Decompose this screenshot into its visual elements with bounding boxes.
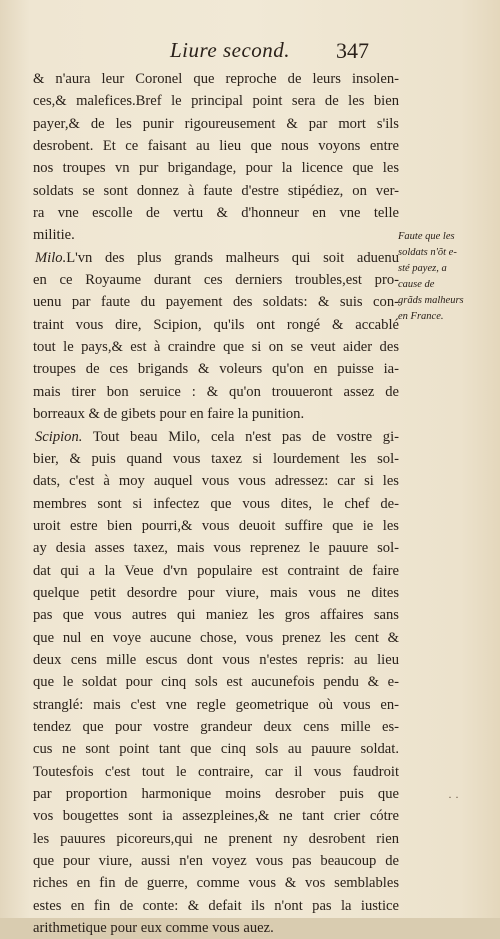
speech-text: Tout beau Milo, cela n'est pas de vostre gi- xyxy=(92,428,399,445)
text-line: payer,& de les punir rigoureusement & par mort s'ils xyxy=(33,115,399,132)
main-text-block xyxy=(33,68,399,939)
text-line: & n'aura leur Coronel que reproche de leurs insolen- xyxy=(33,71,399,87)
text-line: bier, & puis quand vous taxez si lourdement les sol- xyxy=(33,450,399,467)
text-line: tendez que pour vostre grandeur deux cens mille es- xyxy=(33,718,399,735)
text-line: ces,& malefices.Bref le principal point sera de les bien xyxy=(33,93,399,110)
text-line: vos bougettes sont ia assezpleines,& ne tant crier cótre xyxy=(33,808,399,825)
blank-bottom-margin xyxy=(0,818,500,918)
text-line: pas que vous autres qui maniez les gros affaires sans xyxy=(33,607,399,624)
speech-line xyxy=(33,426,399,448)
text-line: arithmetique pour eux comme vous auez. xyxy=(33,920,274,937)
margin-note xyxy=(398,229,494,325)
margin-note-line: soldats n'õt e- xyxy=(398,247,457,258)
text-line: que pour viure, aussi n'en voyez vous pas beaucoup de xyxy=(33,853,399,870)
text-line: desrobent. Et ce faisant au lieu que nous voyons entre xyxy=(33,138,399,155)
text-line: uenu par faute du payement des soldats: & suis con- xyxy=(33,294,399,311)
text-line: troupes de ces brigands & voleurs qu'on en puisse ia- xyxy=(33,361,399,378)
text-line: membres sont si infectez que vous dites, le chef de- xyxy=(33,495,399,512)
speech-line xyxy=(33,247,399,269)
margin-note-line: Faute que les xyxy=(398,231,455,242)
text-line: militie. xyxy=(33,227,75,244)
text-line: riches en fin de guerre, comme vous & vos semblables xyxy=(33,875,399,892)
text-line: uroit estre bien pourri,& vous deuoit suffire que ie les xyxy=(33,517,399,534)
text-line: mais tirer bon seruice : & qu'on trouueront assez de xyxy=(33,383,399,400)
text-line: les pauures picoreurs,qui ne prenent ny desrobent rien xyxy=(33,830,399,847)
text-line: nos troupes vn pur brigandage, pour la licence que les xyxy=(33,160,399,177)
text-line: Toutesfois c'est tout le contraire, car il vous faudroit xyxy=(33,763,399,780)
running-head: Liure second. xyxy=(170,38,291,62)
speech-text: L'vn des plus grands malheurs qui soit aduenu xyxy=(66,249,399,266)
text-line: quelque petit desordre pour viure, mais vous ne dites xyxy=(33,584,399,601)
margin-note-line: en France. xyxy=(398,311,444,322)
margin-note-line: sté payez, a xyxy=(398,263,447,274)
page-number: 347 xyxy=(336,38,369,63)
margin-note-line: grãds malheurs xyxy=(398,295,464,306)
text-line: cus ne sont point tant que cinq sols au pauure soldat. xyxy=(33,741,399,758)
margin-note-line: cause de xyxy=(398,279,435,290)
text-line: borreaux & de gibets pour en faire la punition. xyxy=(33,406,305,423)
speaker-label: Milo. xyxy=(35,249,67,266)
text-line: deux cens mille escus dont vous n'estes repris: au lieu xyxy=(33,651,399,668)
text-line: stranglé: mais c'est vne regle geometrique où vous en- xyxy=(33,696,399,713)
text-line: soldats se sont donnez à faute d'estre stipédiez, on ver- xyxy=(33,182,399,199)
speaker-label: Scipion. xyxy=(35,428,83,445)
text-line: dat qui a la Veue d'vn populaire est contraint de faire xyxy=(33,562,399,579)
text-line: que nul en voye aucune chose, vous prenez les cent & xyxy=(33,629,399,646)
text-line: dats, c'est à moy auquel vous vous adressez: car si les xyxy=(33,473,399,490)
text-line: par proportion harmonique moins desrober puis que xyxy=(33,786,399,802)
text-line: ay desia asses taxez, mais vous reprenez le pauure sol- xyxy=(33,540,399,557)
margin-mark: · · xyxy=(448,790,459,804)
text-line: en ce Royaume durant ces derniers troubles,est pro- xyxy=(33,272,399,289)
page-header xyxy=(0,34,500,64)
text-line: estes en fin de conte: & defait ils n'ont pas la iustice xyxy=(33,897,399,914)
text-line: ra vne escolle de vertu & d'honneur en vne telle xyxy=(33,205,399,222)
text-line: traint vous dire, Scipion, qu'ils ont rongé & accablé xyxy=(33,316,399,333)
text-line: que le soldat pour cinq sols est aucunefois pendu & e- xyxy=(33,674,399,691)
text-line: tout le pays,& est à craindre que si on se veut aider des xyxy=(33,339,399,356)
